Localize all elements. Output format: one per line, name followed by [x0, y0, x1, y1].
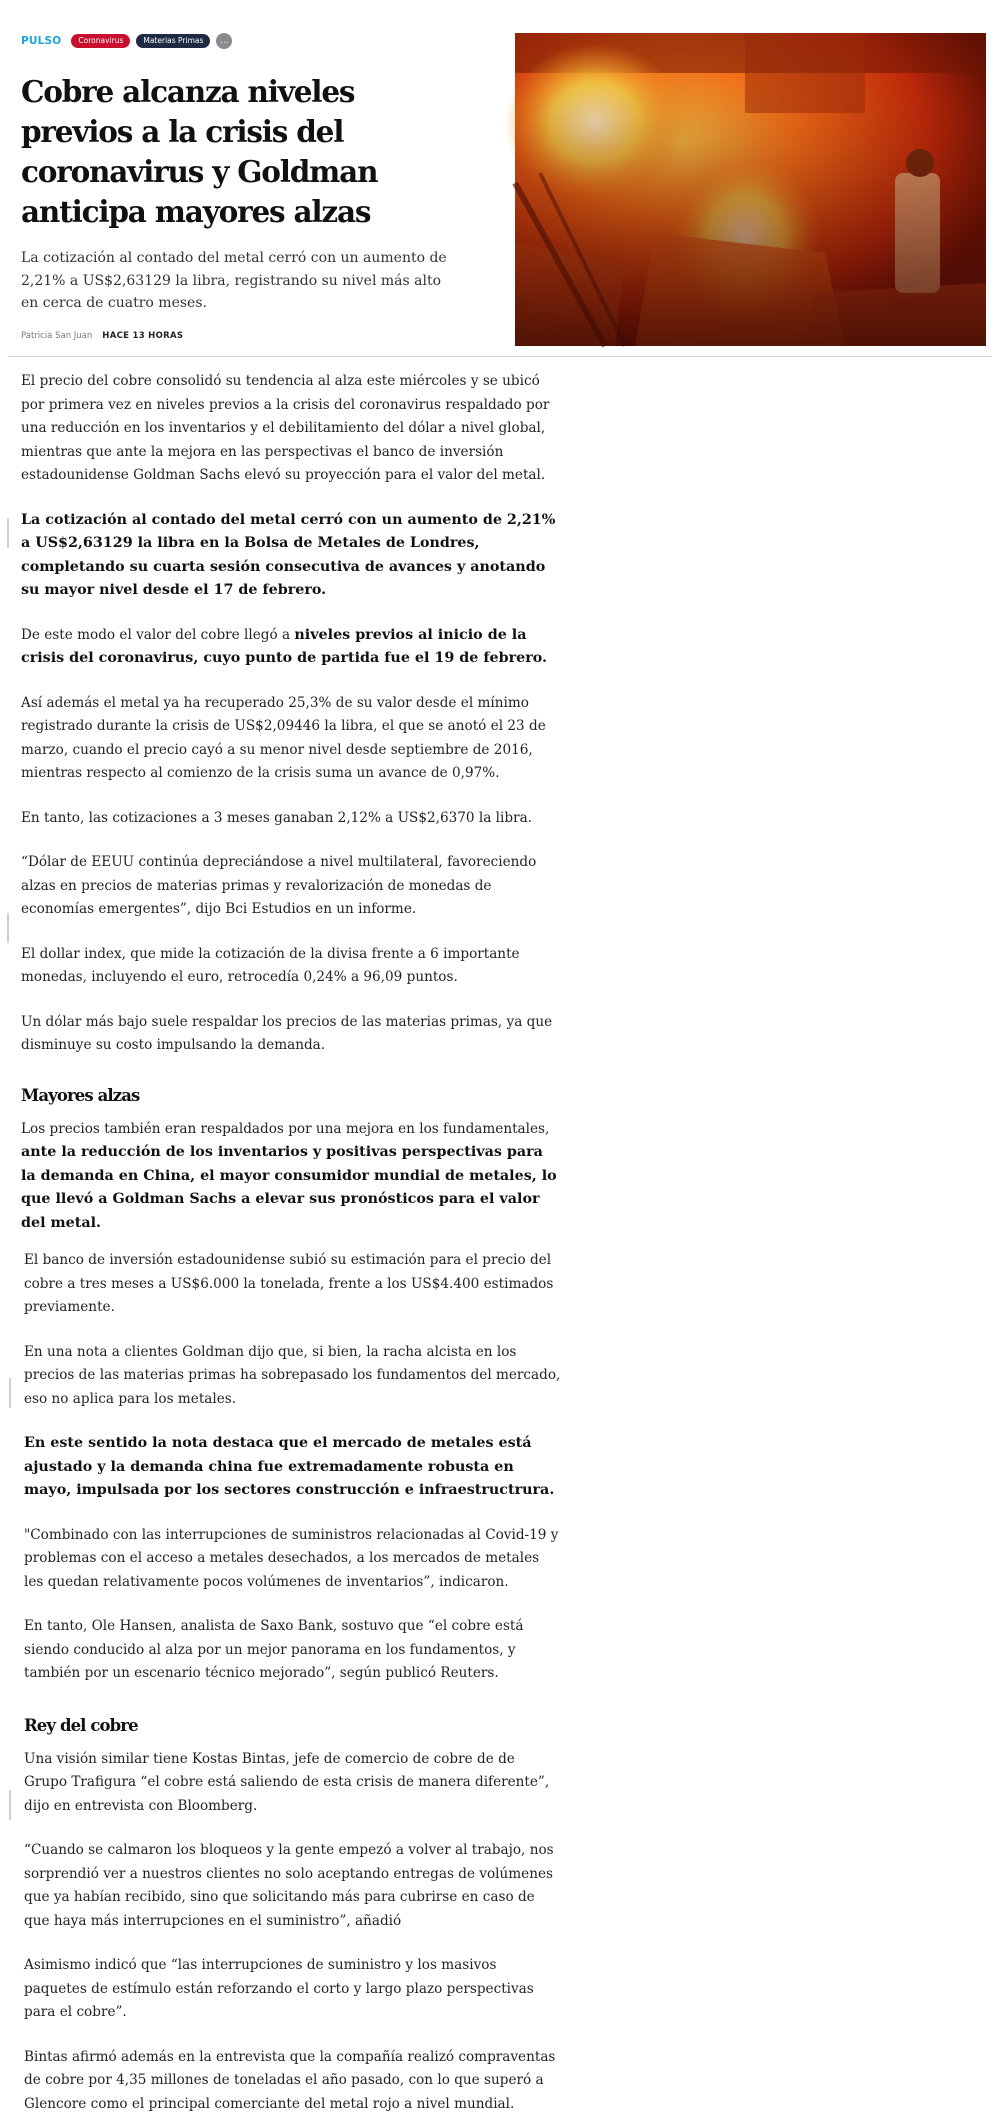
byline: [21, 331, 461, 341]
article-summary: La cotización al contado del metal cerró con un aumento de 2,21% a US$2,63129 la libra, registrando su nivel más alto en cerca de cuatro meses.: [21, 247, 451, 315]
tag-bar: [21, 30, 461, 52]
paragraph: “Dólar de EEUU continúa depreciándose a nivel multilateral, favoreciendo alzas en precios de materias primas y revalorización de monedas de economías emergentes”, dijo Bci Estudios en un informe.: [21, 851, 561, 922]
author-link[interactable]: Patricia San Juan: [21, 331, 92, 341]
tag-coronavirus[interactable]: Coronavirus: [71, 34, 130, 48]
section-link[interactable]: PULSO: [21, 35, 61, 47]
paragraph: Bintas afirmó además en la entrevista que la compañía realizó compraventas de cobre por 4,35 millones de toneladas el año pasado, con lo que superó a Glencore como el principal comerciante del metal rojo a nivel mundial.: [21, 2046, 561, 2116]
header-text-column: [21, 30, 461, 341]
subheading-rey-del-cobre: Rey del cobre: [21, 1714, 561, 1738]
highlight-paragraph: La cotización al contado del metal cerró con un aumento de 2,21% a US$2,63129 la libra en la Bolsa de Metales de Londres, completando su cuarta sesión consecutiva de avances y anotando su mayor nivel desde el 17 de febrero.: [21, 509, 561, 603]
page-title: Cobre alcanza niveles previos a la crisis del coronavirus y Goldman anticipa mayores alzas: [21, 72, 461, 232]
highlight-paragraph: En este sentido la nota destaca que el mercado de metales está ajustado y la demanda china fue extremadamente robusta en mayo, impulsada por los sectores construcción e infraestructrura.: [21, 1432, 561, 1503]
more-tags-button[interactable]: ...: [216, 33, 232, 49]
article-body: [21, 370, 561, 2116]
paragraph: Asimismo indicó que “las interrupciones de suministro y los masivos paquetes de estímulo están reforzando el corto y largo plazo perspectivas para el cobre”.: [21, 1954, 561, 2025]
quote-marker: [9, 1790, 11, 1820]
paragraph: El dollar index, que mide la cotización de la divisa frente a 6 importante monedas, incluyendo el euro, retrocedía 0,24% a 96,09 puntos.: [21, 943, 561, 990]
tag-materias-primas[interactable]: Materias Primas: [136, 34, 210, 48]
copper-smelter-photo: [515, 33, 986, 346]
paragraph: Una visión similar tiene Kostas Bintas, jefe de comercio de cobre de de Grupo Trafigura “el cobre está saliendo de esta crisis de manera diferente”, dijo en entrevista con Bloomberg.: [21, 1748, 561, 1819]
paragraph: En una nota a clientes Goldman dijo que, si bien, la racha alcista en los precios de las materias primas ha sobrepasado los fundamentos del mercado, eso no aplica para los metales.: [21, 1341, 561, 1412]
hero-image: [515, 33, 986, 346]
paragraph: Los precios también eran respaldados por una mejora en los fundamentales, ante la reducción de los inventarios y positivas perspectivas para la demanda en China, el mayor consumidor mundial de metales, lo que llevó a Goldman Sachs a elevar sus pronósticos para el valor del metal.: [21, 1118, 561, 1236]
paragraph: “Cuando se calmaron los bloqueos y la gente empezó a volver al trabajo, nos sorprendió ver a nuestros clientes no solo aceptando entregas de volúmenes que ya habían recibido, sino que solicitando más para cubrirse en caso de que haya más interrupciones en el suministro”, añadió: [21, 1839, 561, 1933]
paragraph: De este modo el valor del cobre llegó a niveles previos al inicio de la crisis del coronavirus, cuyo punto de partida fue el 19 de febrero.: [21, 624, 561, 671]
paragraph: El precio del cobre consolidó su tendencia al alza este miércoles y se ubicó por primera vez en niveles previos a la crisis del coronavirus respaldado por una reducción en los inventarios y el debilitamiento del dólar a nivel global, mientras que ante la mejora en las perspectivas el banco de inversión estadounidense Goldman Sachs elevó su proyección para el valor del metal.: [21, 370, 561, 488]
article-header: [0, 0, 1000, 355]
paragraph: El banco de inversión estadounidense subió su estimación para el precio del cobre a tres meses a US$6.000 la tonelada, frente a los US$4.400 estimados previamente.: [21, 1249, 561, 1320]
paragraph: En tanto, las cotizaciones a 3 meses ganaban 2,12% a US$2,6370 la libra.: [21, 807, 561, 831]
subheading-mayores-alzas: Mayores alzas: [21, 1084, 561, 1108]
paragraph: En tanto, Ole Hansen, analista de Saxo Bank, sostuvo que “el cobre está siendo conducido al alza por un mejor panorama en los fundamentos, y también por un escenario técnico mejorado”, según publicó Reuters.: [21, 1615, 561, 1686]
paragraph: Así además el metal ya ha recuperado 25,3% de su valor desde el mínimo registrado durante la crisis de US$2,09446 la libra, el que se anotó el 23 de marzo, cuando el precio cayó a su menor nivel desde septiembre de 2016, mientras respecto al comienzo de la crisis suma un avance de 0,97%.: [21, 692, 561, 786]
paragraph: Un dólar más bajo suele respaldar los precios de las materias primas, ya que disminuye su costo impulsando la demanda.: [21, 1011, 561, 1058]
header-divider: [8, 356, 992, 357]
quote-marker: [7, 913, 9, 943]
paragraph: "Combinado con las interrupciones de suministros relacionadas al Covid-19 y problemas con el acceso a metales desechados, a los mercados de metales les quedan relativamente pocos volúmenes de inventarios”, indicaron.: [21, 1524, 561, 1595]
quote-marker: [9, 1378, 11, 1408]
quote-marker: [7, 518, 9, 548]
publish-time: HACE 13 HORAS: [102, 331, 183, 341]
